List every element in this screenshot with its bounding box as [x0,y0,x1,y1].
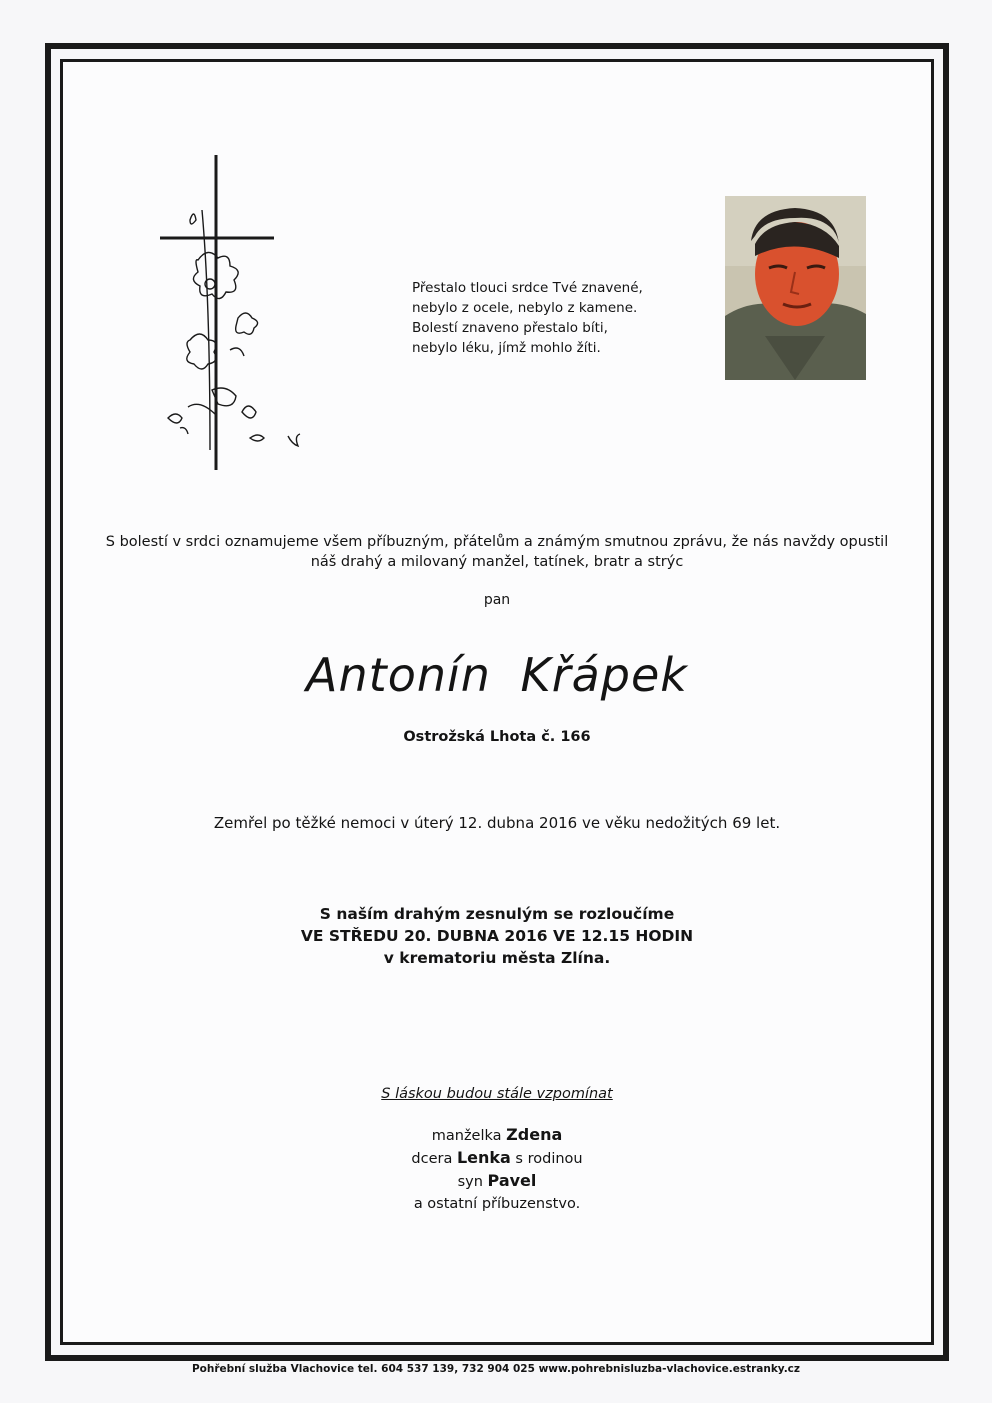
cross-with-flowers-icon [150,150,320,480]
death-notice: Zemřel po těžké nemoci v úterý 12. dubna 2016 ve věku nedožitých 69 let. [213,814,781,832]
farewell-date: VE STŘEDU 20. DUBNA 2016 VE 12.15 HODIN [300,927,694,945]
announcement-line: náš drahý a milovaný manžel, tatínek, bratr a strýc [310,554,684,570]
family-closing: a ostatní příbuzenstvo. [413,1196,581,1212]
poem-line: nebylo léku, jímž mohlo žíti. [412,340,601,356]
salutation: pan [483,592,511,608]
funeral-service-footer: Pohřební služba Vlachovice tel. 604 537 139, 732 904 025 www.pohrebnisluzba-vlachovice.estranky.cz [191,1363,801,1375]
family-suffix: s rodinou [510,1151,583,1167]
poem-line: nebylo z ocele, nebylo z kamene. [412,300,638,316]
portrait-photo [725,196,866,380]
remembrance-title: S láskou budou stále vzpomínat [381,1086,613,1102]
deceased-name: Antonín Křápek [306,648,688,702]
family-name: Zdena [506,1125,563,1144]
farewell-info [60,903,934,969]
memorial-poem [412,278,643,358]
announcement-text [60,532,934,572]
family-member [60,1124,934,1147]
family-member [60,1147,934,1170]
family-name: Lenka [456,1148,511,1167]
poem-line: Přestalo tlouci srdce Tvé znavené, [412,280,643,296]
family-name: Pavel [487,1171,537,1190]
farewell-location: v krematoriu města Zlína. [383,949,611,967]
farewell-line: S naším drahým zesnulým se rozloučíme [319,905,675,923]
family-member [60,1170,934,1193]
announcement-line: S bolestí v srdci oznamujeme všem příbuzným, přátelům a známým smutnou zprávu, že nás navždy opustil [105,534,889,550]
family-relation: dcera [411,1151,457,1167]
deceased-address: Ostrožská Lhota č. 166 [403,729,591,745]
family-relation: manželka [431,1128,507,1144]
family-relation: syn [457,1174,488,1190]
poem-line: Bolestí znaveno přestalo bíti, [412,320,608,336]
family-list [60,1124,934,1215]
